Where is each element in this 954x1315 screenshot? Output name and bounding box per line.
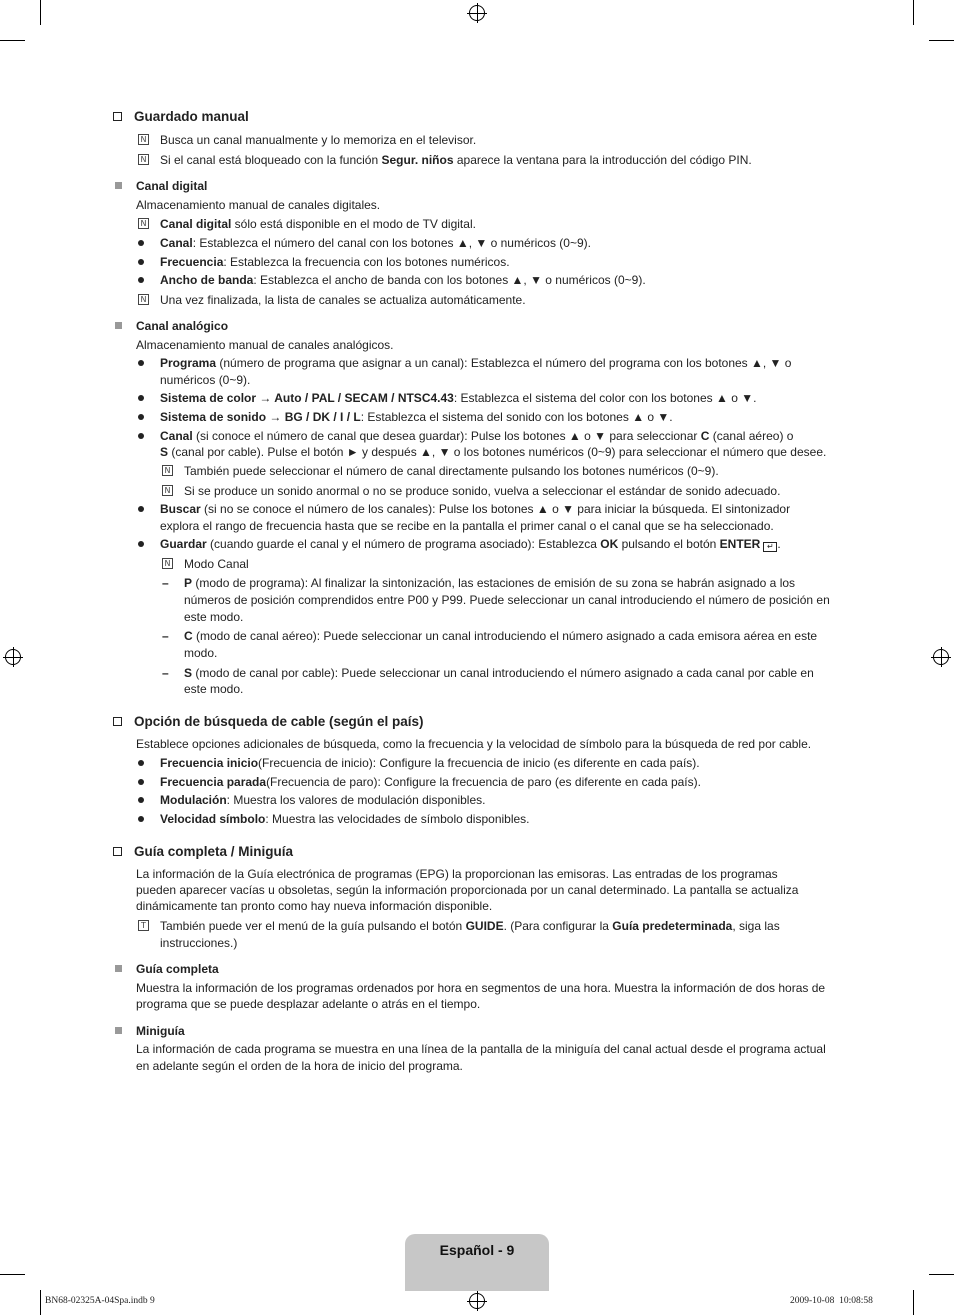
file-name: BN68-02325A-04Spa.indb 9: [45, 1296, 155, 1306]
paragraph: La información de la Guía electrónica de programas (EPG) la proporcionan las emisoras. Las entradas de los programas: [136, 867, 778, 881]
page-number-tab: [405, 1234, 549, 1291]
registration-mark-icon: [5, 649, 21, 665]
crop-mark: [929, 40, 954, 41]
note-icon: N: [162, 485, 173, 496]
checkbox-icon: [113, 847, 122, 856]
square-bullet-icon: [115, 182, 122, 189]
paragraph: Almacenamiento manual de canales digitales.: [136, 198, 381, 212]
crop-mark: [40, 1290, 41, 1315]
crop-mark: [929, 1274, 954, 1275]
list-item-continuation: números de posición comprendidos entre P00 y P99. Puede seleccionar un canal introduciendo el número de posición en: [184, 593, 830, 607]
bullet-icon: [138, 760, 144, 766]
bullet-icon: [138, 259, 144, 265]
list-item-continuation: este modo.: [184, 610, 244, 624]
note-text: Si se produce un sonido anormal o no se produce sonido, vuelva a seleccionar el estándar de sonido adecuado.: [184, 484, 781, 498]
section-title-guia: Guía completa / Miniguía: [113, 844, 293, 860]
bullet-icon: [138, 395, 144, 401]
bullet-icon: [138, 277, 144, 283]
square-bullet-icon: [115, 965, 122, 972]
list-item: Canal (si conoce el número de canal que desea guardar): Pulse los botones ▲ o ▼ para seleccionar C (canal aéreo) o: [160, 429, 794, 443]
note-icon: N: [138, 294, 149, 305]
crop-mark: [40, 0, 41, 25]
crop-mark: [0, 1274, 25, 1275]
dash-bullet: –: [162, 629, 169, 643]
paragraph: dinámicamente tan pronto como hay nueva información disponible.: [136, 899, 493, 913]
bullet-icon: [138, 433, 144, 439]
note-text: Si el canal está bloqueado con la función Segur. niños aparece la ventana para la introducción del código PIN.: [160, 153, 752, 167]
note-icon: N: [162, 558, 173, 569]
page-number: Español - 9: [439, 1242, 515, 1258]
list-item: Frecuencia: Establezca la frecuencia con los botones numéricos.: [160, 255, 510, 269]
list-item: Guardar (cuando guarde el canal y el número de programa asociado): Establezca OK pulsando el botón ENTER ↵ .: [160, 537, 781, 551]
section-title-guardado: Guardado manual: [113, 109, 249, 125]
checkbox-icon: [113, 717, 122, 726]
list-item: Sistema de color → Auto / PAL / SECAM / NTSC4.43: Establezca el sistema del color con los botones ▲ o ▼.: [160, 391, 757, 405]
paragraph: Establece opciones adicionales de búsqueda, como la frecuencia y la velocidad de símbolo para la búsqueda de red por cable.: [136, 737, 812, 751]
list-item: Programa (número de programa que asignar a un canal): Establezca el número del programa con los botones ▲, ▼ o: [160, 356, 792, 370]
note-text: Modo Canal: [184, 557, 249, 571]
bullet-icon: [138, 240, 144, 246]
list-item-continuation: numéricos (0~9).: [160, 373, 251, 387]
note-text: Busca un canal manualmente y lo memoriza en el televisor.: [160, 133, 477, 147]
list-item: Modulación: Muestra los valores de modulación disponibles.: [160, 793, 486, 807]
note-text-continuation: instrucciones.): [160, 936, 238, 950]
note-text: También puede ver el menú de la guía pulsando el botón GUIDE. (Para configurar la Guía predeterminada, siga las: [160, 919, 780, 933]
bullet-icon: [138, 797, 144, 803]
note-icon: N: [138, 134, 149, 145]
list-item: Frecuencia inicio(Frecuencia de inicio): Configure la frecuencia de inicio (es diferente en cada país).: [160, 756, 700, 770]
remote-note-icon: T: [138, 920, 149, 931]
list-item: Velocidad símbolo: Muestra las velocidades de símbolo disponibles.: [160, 812, 530, 826]
square-bullet-icon: [115, 1027, 122, 1034]
registration-mark-icon: [469, 1293, 485, 1309]
bullet-icon: [138, 414, 144, 420]
list-item: C (modo de canal aéreo): Puede seleccionar un canal introduciendo el número asignado a cada emisora aérea en este: [184, 629, 818, 643]
paragraph: en adelante según el orden de la hora de inicio del programa.: [136, 1059, 463, 1073]
dash-bullet: –: [162, 576, 169, 590]
note-text: Canal digital sólo está disponible en el modo de TV digital.: [160, 217, 476, 231]
list-item: Sistema de sonido → BG / DK / I / L: Establezca el sistema del sonido con los botones ▲ o ▼.: [160, 410, 673, 424]
list-item: S (modo de canal por cable): Puede seleccionar un canal introduciendo el número asignado a cada canal por cable en: [184, 666, 814, 680]
note-icon: N: [162, 465, 173, 476]
registration-mark-icon: [469, 5, 485, 21]
section-title-cable: Opción de búsqueda de cable (según el país): [113, 714, 424, 730]
note-icon: N: [138, 218, 149, 229]
bullet-icon: [138, 506, 144, 512]
paragraph: Almacenamiento manual de canales analógicos.: [136, 338, 394, 352]
bullet-icon: [138, 816, 144, 822]
crop-mark: [913, 0, 914, 25]
list-item: Ancho de banda: Establezca el ancho de banda con los botones ▲, ▼ o numéricos (0~9).: [160, 273, 646, 287]
paragraph: programa que se puede desplazar adelante o atrás en el tiempo.: [136, 997, 481, 1011]
checkbox-icon: [113, 112, 122, 121]
subsection-title: Canal analógico: [136, 319, 229, 333]
note-text: También puede seleccionar el número de canal directamente pulsando los botones numéricos (0~9).: [184, 464, 719, 478]
crop-mark: [0, 40, 25, 41]
paragraph: La información de cada programa se muestra en una línea de la pantalla de la miniguía del canal actual desde el programa actual: [136, 1042, 826, 1056]
list-item-continuation: modo.: [184, 646, 218, 660]
list-item: Frecuencia parada(Frecuencia de paro): Configure la frecuencia de paro (es diferente en cada país).: [160, 775, 701, 789]
note-icon: N: [138, 154, 149, 165]
dash-bullet: –: [162, 666, 169, 680]
list-item-continuation: explora el rango de frecuencia hasta que se recibe en la pantalla el primer canal o el canal que se ha seleccionado.: [160, 519, 774, 533]
list-item: Canal: Establezca el número del canal con los botones ▲, ▼ o numéricos (0~9).: [160, 236, 591, 250]
bullet-icon: [138, 779, 144, 785]
registration-mark-icon: [933, 649, 949, 665]
note-text: Una vez finalizada, la lista de canales se actualiza automáticamente.: [160, 293, 526, 307]
bullet-icon: [138, 541, 144, 547]
list-item: P (modo de programa): Al finalizar la sintonización, las estaciones de emisión de su zona se habrán asignado a los: [184, 576, 796, 590]
print-date: 2009-10-08 ︎︎ 10:08:58: [790, 1296, 873, 1306]
list-item-continuation: este modo.: [184, 682, 244, 696]
square-bullet-icon: [115, 322, 122, 329]
paragraph: pueden aparecer vacías u obsoletas, según la información proporcionada por un canal determinado. La pantalla se actualiza: [136, 883, 799, 897]
list-item: Buscar (si no se conoce el número de los canales): Pulse los botones ▲ o ▼ para iniciar la búsqueda. El sintonizador: [160, 502, 791, 516]
bullet-icon: [138, 360, 144, 366]
enter-icon: ↵: [763, 542, 777, 552]
crop-mark: [913, 1290, 914, 1315]
subsection-title: Miniguía: [136, 1024, 185, 1038]
subsection-title: Canal digital: [136, 179, 208, 193]
paragraph: Muestra la información de los programas ordenados por hora en segmentos de una hora. Muestra la información de dos horas de: [136, 981, 826, 995]
subsection-title: Guía completa: [136, 962, 219, 976]
list-item-continuation: S (canal por cable). Pulse el botón ► y después ▲, ▼ o los botones numéricos (0~9) para seleccionar el número que desee.: [160, 445, 827, 459]
